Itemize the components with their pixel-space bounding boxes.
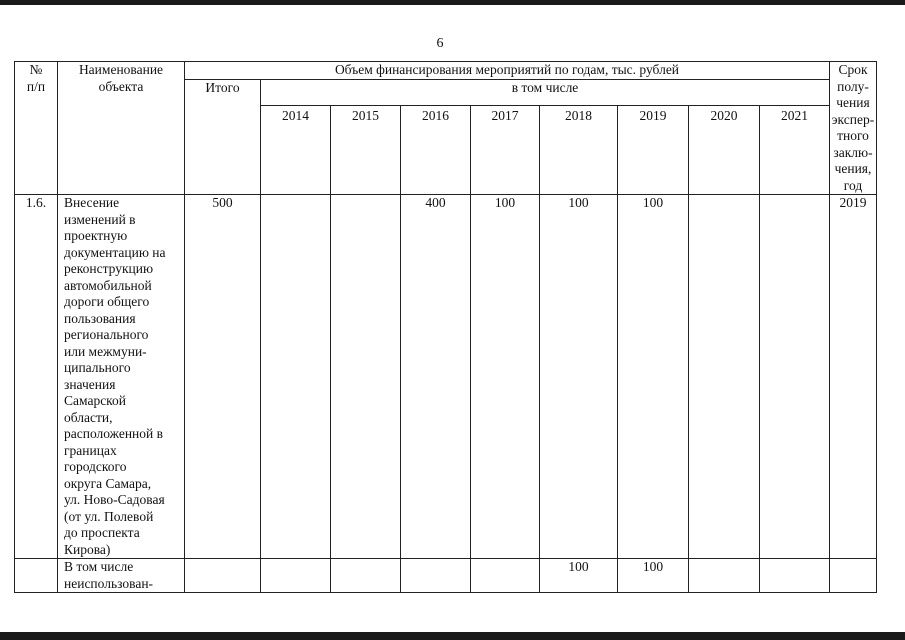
- header-term-line: тного: [837, 128, 869, 143]
- subrow-num: [15, 559, 58, 593]
- header-term-line: чения: [836, 95, 870, 110]
- header-year: 2015: [331, 106, 401, 195]
- header-year: 2021: [760, 106, 830, 195]
- header-including: в том числе: [261, 80, 830, 106]
- row-name-line: изменений в: [64, 211, 136, 227]
- page-number: 6: [436, 36, 444, 51]
- header-name: [58, 62, 185, 195]
- subrow-year-value: [689, 559, 760, 593]
- row-term: 2019: [830, 195, 877, 559]
- header-term-line: экспер-: [831, 111, 875, 127]
- header-name-line: объекта: [98, 78, 144, 94]
- subrow-year-value: [331, 559, 401, 593]
- header-term-line: чения,: [834, 161, 872, 176]
- row-name-line: городского: [64, 459, 127, 474]
- row-num: 1.6.: [15, 195, 58, 559]
- row-name-line: значения: [64, 376, 116, 392]
- row-year-value: 100: [540, 195, 618, 559]
- header-term-line: Срок: [838, 62, 868, 77]
- header-year: 2016: [401, 106, 471, 195]
- subrow-year-value: 100: [618, 559, 689, 593]
- row-name-line: Внесение: [64, 195, 120, 210]
- row-name-line: Самарской: [64, 393, 127, 408]
- row-year-value: [689, 195, 760, 559]
- row-name-line: области,: [64, 409, 113, 425]
- row-name-line: расположенной в: [64, 426, 163, 441]
- header-year: 2017: [471, 106, 540, 195]
- row-total: 500: [185, 195, 261, 559]
- row-name-line: ул. Ново-Садовая: [64, 492, 165, 507]
- subrow-year-value: [760, 559, 830, 593]
- row-name-line: Кирова): [64, 541, 111, 557]
- row-year-value: [760, 195, 830, 559]
- scan-top-edge: [0, 0, 905, 5]
- table-subrow: [15, 559, 877, 593]
- row-name-line: границах: [64, 442, 117, 458]
- header-year: 2018: [540, 106, 618, 195]
- header-year: 2019: [618, 106, 689, 195]
- scan-bottom-edge: [0, 632, 905, 640]
- row-name-line: или межмуни-: [64, 343, 147, 359]
- row-year-value: 400: [401, 195, 471, 559]
- row-year-value: 100: [618, 195, 689, 559]
- header-term-line: год: [843, 177, 863, 193]
- header-num: [15, 62, 58, 195]
- row-name-line: дороги общего: [64, 294, 150, 309]
- header-term: [830, 62, 877, 195]
- header-num-line: п/п: [26, 78, 46, 94]
- subrow-year-value: [261, 559, 331, 593]
- subrow-year-value: [401, 559, 471, 593]
- header-num-line: №: [29, 62, 43, 77]
- row-year-value: [261, 195, 331, 559]
- subrow-term: [830, 559, 877, 593]
- row-name: [58, 195, 185, 559]
- header-name-line: Наименование: [78, 62, 164, 77]
- subrow-year-value: [471, 559, 540, 593]
- row-name-line: проектную: [64, 228, 128, 243]
- subrow-name-line: В том числе: [64, 559, 134, 574]
- header-volume: Объем финансирования мероприятий по годам, тыс. рублей: [185, 62, 830, 80]
- row-name-line: ципального: [64, 360, 131, 375]
- row-name-line: пользования: [64, 310, 136, 326]
- header-year: 2014: [261, 106, 331, 195]
- row-name-line: округа Самара,: [64, 475, 152, 491]
- row-year-value: 100: [471, 195, 540, 559]
- row-name-line: (от ул. Полевой: [64, 508, 154, 524]
- row-name-line: до проспекта: [64, 525, 140, 540]
- header-term-line: полу-: [837, 78, 869, 94]
- row-name-line: реконструкцию: [64, 261, 154, 276]
- row-name-line: автомобильной: [64, 277, 152, 293]
- subrow-name-line: неиспользован-: [64, 575, 154, 591]
- header-total: Итого: [185, 80, 261, 195]
- subrow-name: [58, 559, 185, 593]
- subrow-year-value: 100: [540, 559, 618, 593]
- row-year-value: [331, 195, 401, 559]
- header-year: 2020: [689, 106, 760, 195]
- row-name-line: документацию на: [64, 244, 166, 260]
- header-term-line: заклю-: [833, 144, 873, 160]
- subrow-total: [185, 559, 261, 593]
- table-row: [15, 195, 877, 559]
- row-name-line: регионального: [64, 327, 149, 342]
- financing-table: [14, 61, 877, 593]
